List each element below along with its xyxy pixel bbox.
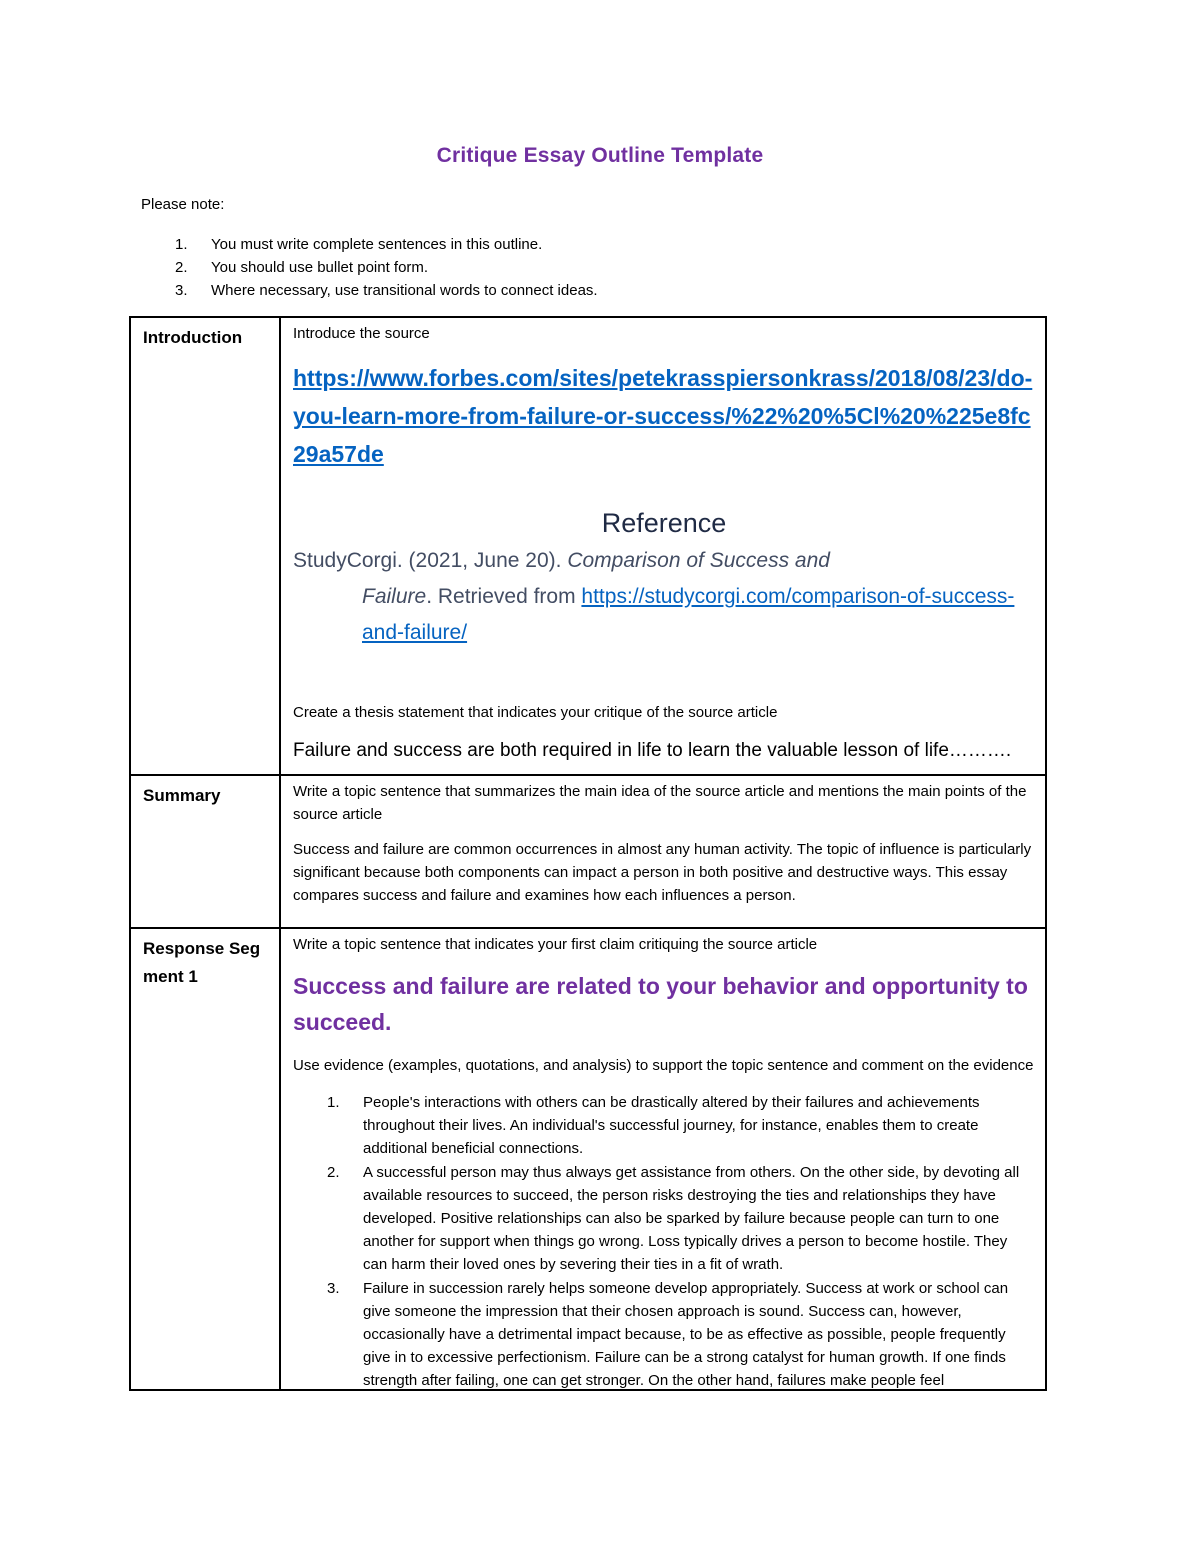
reference-author: StudyCorgi. (2021, June 20). — [293, 549, 568, 572]
response1-prompt: Write a topic sentence that indicates your first claim critiquing the source article — [293, 936, 818, 953]
thesis-prompt: Create a thesis statement that indicates your critique of the source article — [293, 704, 778, 721]
notes-list — [141, 233, 598, 302]
list-text: Failure in succession rarely helps someone develop appropriately. Success at work or school can give someone the impression that their chosen approach is sound. Success can, however, occasionally have a detrimental impact because, to be as effective as possible, people frequently give in to excessive perfectionism. Failure can be a strong catalyst for human growth. If one finds strength after failing, one can get stronger. On the other hand, failures make people feel — [363, 1279, 1009, 1389]
reference-entry — [293, 543, 1035, 651]
list-number: 2. — [327, 1163, 340, 1181]
list-number: 1. — [327, 1094, 340, 1111]
table-row-introduction — [130, 317, 1046, 775]
table-row-summary — [130, 775, 1046, 928]
list-number: 1. — [175, 236, 188, 253]
reference-title-cont: Failure — [362, 585, 427, 608]
summary-prompt: Write a topic sentence that summarizes the main idea of the source article and mentions the main points of the source article — [293, 783, 1027, 823]
summary-text: Success and failure are common occurrences in almost any human activity. The topic of influence is particularly significant because both components can impact a person in both positive and destructive ways. This essay compares success and failure and examines how each influences a person. — [293, 841, 1032, 904]
row-label-response1: Response Segment 1 — [130, 928, 280, 1390]
list-item — [293, 1161, 1035, 1277]
list-text: You must write complete sentences in this outline. — [211, 236, 543, 253]
list-number: 3. — [327, 1279, 340, 1297]
list-text: A successful person may thus always get assistance from others. On the other side, by devoting all available resources to succeed, the person risks destroying the ties and relationships they have developed. Positive relationships can also be sparked by failure because people can turn to one another for support when things go wrong. Loss typically drives a person to become hostile. They can harm their loved ones by severing their ties in a fit of wrath. — [363, 1163, 1020, 1274]
list-number: 3. — [175, 282, 188, 299]
evidence-prompt: Use evidence (examples, quotations, and analysis) to support the topic sentence and comment on the evidence — [293, 1057, 1034, 1074]
list-item — [141, 256, 598, 279]
reference-title: Comparison of Success and — [567, 549, 830, 572]
list-item — [141, 279, 598, 302]
list-item — [293, 1277, 1035, 1389]
summary-content — [280, 775, 1046, 928]
reference-retrieved: . Retrieved from — [426, 585, 582, 608]
list-text: Where necessary, use transitional words to connect ideas. — [211, 282, 598, 299]
page-title: Critique Essay Outline Template — [436, 144, 764, 167]
table-row-response1 — [130, 928, 1046, 1390]
response1-content — [280, 928, 1046, 1390]
introduction-prompt: Introduce the source — [293, 325, 430, 342]
row-label-introduction: Introduction — [130, 317, 280, 775]
row-label-summary: Summary — [130, 775, 280, 928]
list-number: 2. — [175, 259, 188, 276]
introduction-content — [280, 317, 1046, 775]
reference-link[interactable]: https://studycorgi.com/comparison-of-success-and-failure/ — [362, 585, 1015, 644]
list-item — [293, 1091, 1035, 1161]
note-label: Please note: — [141, 196, 225, 213]
list-item — [141, 233, 598, 256]
outline-table — [129, 316, 1047, 1391]
thesis-statement: Failure and success are both required in life to learn the valuable lesson of life………. — [293, 740, 1012, 761]
evidence-list — [293, 1091, 1035, 1389]
list-text: You should use bullet point form. — [211, 259, 429, 276]
claim-statement: Success and failure are related to your behavior and opportunity to succeed. — [293, 973, 1028, 1035]
list-text: People's interactions with others can be drastically altered by their failures and achievements throughout their lives. An individual's successful journey, for instance, enables them to create additional beneficial connections. — [363, 1094, 980, 1158]
source-url-link[interactable]: https://www.forbes.com/sites/petekrasspiersonkrass/2018/08/23/do-you-learn-more-from-failure-or-success/%22%20%5Cl%20%225e8fc29a57de — [293, 365, 1033, 467]
reference-heading: Reference — [601, 508, 727, 538]
